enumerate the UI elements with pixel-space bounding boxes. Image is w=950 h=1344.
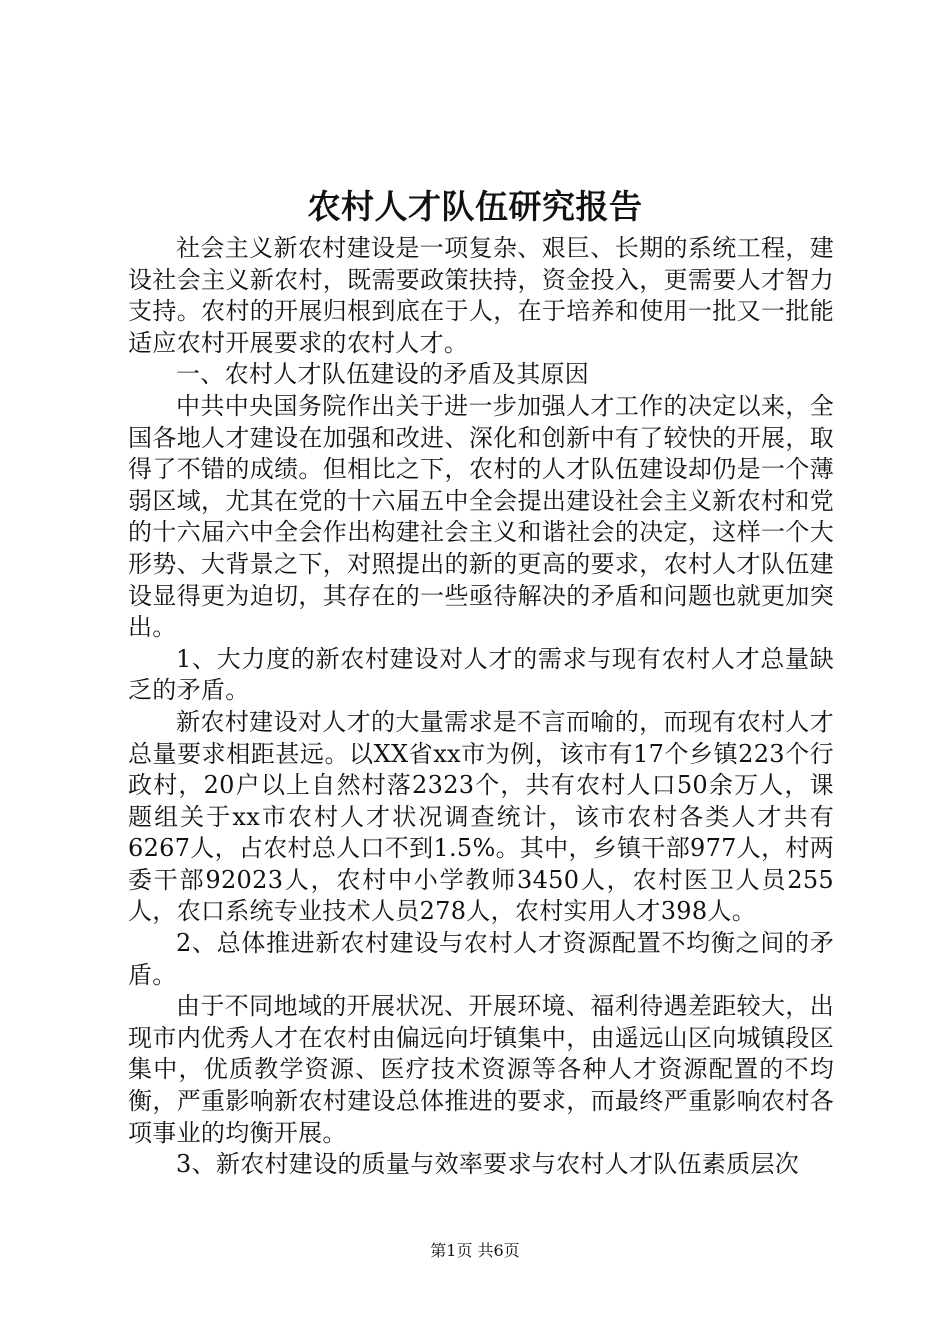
paragraph-intro: 社会主义新农村建设是一项复杂、艰巨、长期的系统工程，建设社会主义新农村，既需要政策扶持，资金投入，更需要人才智力支持。农村的开展归根到底在于人，在于培养和使用一批又一批能适应农村开展要求的农村人才。 — [128, 234, 834, 357]
section-heading-1: 一、农村人才队伍建设的矛盾及其原因 — [176, 360, 590, 389]
document-body — [128, 233, 834, 1181]
subheading-1: 1、大力度的新农村建设对人才的需求与现有农村人才总量缺乏的矛盾。 — [128, 644, 834, 705]
paragraph-distribution: 由于不同地域的开展状况、开展环境、福利待遇差距较大，出现市内优秀人才在农村由偏远向圩镇集中，由遥远山区向城镇段区集中，优质教学资源、医疗技术资源等各种人才资源配置的不均衡，严重影响新农村建设总体推进的要求，而最终严重影响农村各项事业的均衡开展。 — [128, 992, 834, 1147]
subheading-2: 2、总体推进新农村建设与农村人才资源配置不均衡之间的矛盾。 — [128, 929, 834, 989]
paragraph-background: 中共中央国务院作出关于进一步加强人才工作的决定以来，全国各地人才建设在加强和改进、深化和创新中有了较快的开展，取得了不错的成绩。但相比之下，农村的人才队伍建设却仍是一个薄弱区域，尤其在党的十六届五中全会提出建设社会主义新农村和党的十六届六中全会作出构建社会主义和谐社会的决定，这样一个大形势、大背景之下，对照提出的新的更高的要求，农村人才队伍建设显得更为迫切，其存在的一些亟待解决的矛盾和问题也就更加突出。 — [128, 391, 834, 642]
page-number-footer: 第1页 共6页 — [430, 1241, 520, 1260]
subheading-3: 3、新农村建设的质量与效率要求与农村人才队伍素质层次 — [176, 1150, 800, 1179]
paragraph-statistics: 新农村建设对人才的大量需求是不言而喻的，而现有农村人才总量要求相距甚远。以XX省xx市为例，该市有17个乡镇223个行政村，20户以上自然村落2323个，共有农村人口50余万人，课题组关于xx市农村人才状况调查统计，该市农村各类人才共有6267人，占农村总人口不到1.5%。其中，乡镇干部977人，村两委干部92023人，农村中小学教师3450人，农村医卫人员255人，农口系统专业技术人员278人，农村实用人才398人。 — [128, 707, 834, 926]
document-title: 农村人才队伍研究报告 — [307, 187, 643, 226]
